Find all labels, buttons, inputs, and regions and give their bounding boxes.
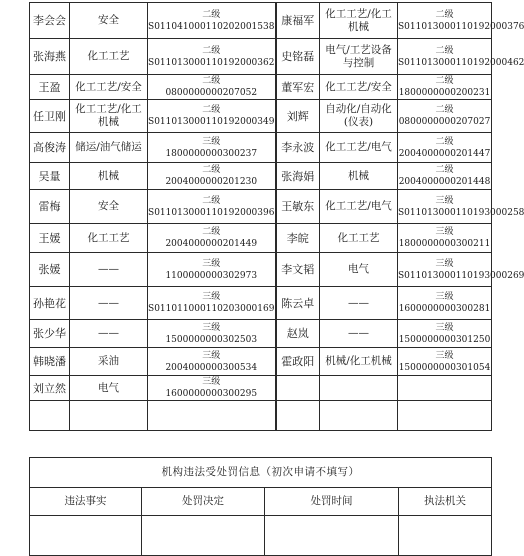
specialty: 安全 [70,3,148,39]
certificate-info [398,401,492,431]
certificate-level: 二级 [435,105,454,115]
certificate-level: 二级 [202,227,221,237]
person-name: 任卫刚 [30,100,70,133]
certificate-info [148,320,276,348]
specialty: 化工工艺/电气 [320,190,398,224]
specialty: 安全 [70,190,148,224]
penalty-time-cell [265,516,399,556]
certificate-level: 二级 [435,165,454,175]
certificate-level: 三级 [435,227,454,237]
personnel-row [30,163,492,190]
person-name: 李永波 [276,133,320,163]
header-violation-facts: 违法事实 [30,488,142,516]
header-enforcement-agency: 执法机关 [399,488,492,516]
header-penalty-decision: 处罚决定 [142,488,265,516]
person-name [276,376,320,401]
person-name: 李会会 [30,3,70,39]
certificate-number: S011013000110192000376 [398,21,524,32]
certificate-info [148,348,276,376]
personnel-row [30,3,492,39]
certificate-number: 2004000000201448 [398,177,491,187]
certificate-number: 0800000000207027 [398,117,491,127]
certificate-level: 三级 [435,350,454,361]
certificate-number: 1800000000300237 [165,148,258,159]
specialty [320,376,398,401]
certificate-info [398,3,524,39]
certificate-info [148,376,276,401]
certificate-info [398,190,524,224]
certificate-number: S011013000110192000362 [148,57,275,68]
certificate-info [398,348,492,376]
certificate-number: 2004000000201447 [398,148,491,159]
person-name: 王盈 [30,75,70,100]
certificate-info [148,287,276,320]
specialty: —— [70,287,148,320]
certificate-info [398,75,492,100]
personnel-row [30,320,492,348]
certificate-level: 二级 [435,76,454,86]
personnel-row [30,75,492,100]
person-name: 史铭磊 [276,39,320,75]
certificate-number: 1100000000302973 [165,270,258,281]
certificate-info [148,75,276,100]
personnel-row [30,287,492,320]
specialty: —— [70,320,148,348]
certificate-level: 二级 [202,165,221,175]
person-name: 刘辉 [276,100,320,133]
certificate-level: 二级 [435,45,454,56]
certificate-info [398,287,492,320]
certificate-info [148,3,276,39]
certificate-level: 二级 [202,195,221,206]
certificate-level: 三级 [435,292,454,302]
certificate-info [398,39,524,75]
certificate-level: 三级 [435,195,454,206]
certificate-level: 三级 [435,258,454,269]
specialty: 机械/化工机械 [320,348,398,376]
specialty: 化工工艺 [70,224,148,253]
certificate-number: S011013000110192000462 [398,57,524,68]
certificate-number: S011041000110202001538 [148,21,275,32]
person-name: 雷梅 [30,190,70,224]
personnel-row [30,253,492,287]
certificate-level: 二级 [202,76,221,86]
specialty: —— [320,320,398,348]
certificate-level: 二级 [435,136,454,147]
certificate-number: S011011000110203000169 [148,304,275,314]
violation-facts-cell [30,516,142,556]
certificate-info [398,376,492,401]
certificate-number: S011013000110193000269 [398,270,524,281]
person-name: 赵岚 [276,320,320,348]
penalty-header-row [30,488,492,516]
specialty: 化工工艺/安全 [320,75,398,100]
person-name: 张少华 [30,320,70,348]
person-name: 刘立然 [30,376,70,401]
certificate-level: 二级 [202,45,221,56]
penalty-section-title: 机构违法受处罚信息（初次申请不填写） [30,458,492,488]
person-name: 李皖 [276,224,320,253]
specialty: 储运/油气储运 [70,133,148,163]
specialty: 电气 [320,253,398,287]
specialty: 化工工艺/化工机械 [70,100,148,133]
certificate-level: 三级 [202,258,221,269]
certificate-number: 1800000000300211 [398,239,491,249]
certificate-number: 0800000000207052 [165,88,258,98]
penalty-blank-row [30,516,492,556]
specialty: 电气 [70,376,148,401]
specialty: —— [70,253,148,287]
certificate-number: 2004000000201449 [165,239,258,249]
personnel-row [30,100,492,133]
specialty [70,401,148,431]
person-name: 高俊涛 [30,133,70,163]
specialty: 电气/工艺设备与控制 [320,39,398,75]
header-penalty-time: 处罚时间 [265,488,399,516]
person-name: 董军宏 [276,75,320,100]
certificate-info [398,224,492,253]
certificate-number: 2004000000201230 [165,177,258,187]
person-name: 张海燕 [30,39,70,75]
specialty: 化工工艺 [320,224,398,253]
person-name: 陈云卓 [276,287,320,320]
certificate-number: 1500000000302503 [165,334,258,345]
certificate-number: S011013000110193000258 [398,207,524,218]
personnel-row [30,190,492,224]
certificate-info [148,39,276,75]
certificate-info [398,100,492,133]
certificate-number: 1500000000301250 [398,334,491,345]
penalty-title-row [30,458,492,488]
specialty: 化工工艺 [70,39,148,75]
certificate-info [398,253,524,287]
certificate-number: 1600000000300295 [165,389,258,399]
certificate-level: 三级 [202,322,221,333]
certificate-number: 2004000000300534 [165,362,258,373]
certificate-number: S011013000110192000349 [148,117,275,127]
person-name: 霍政阳 [276,348,320,376]
certificate-number: S011013000110192000396 [148,207,275,218]
certificate-level: 三级 [202,377,221,387]
certificate-level: 三级 [435,322,454,333]
certificate-level: 三级 [202,292,221,302]
enforcement-agency-cell [399,516,492,556]
person-name: 李文韬 [276,253,320,287]
certificate-info [148,401,276,431]
specialty: 自动化/自动化(仪表) [320,100,398,133]
personnel-row [30,39,492,75]
person-name [30,401,70,431]
certificate-info [148,100,276,133]
specialty [320,401,398,431]
certificate-info [398,163,492,190]
person-name: 王媛 [30,224,70,253]
specialty: 化工工艺/化工机械 [320,3,398,39]
person-name: 孙艳花 [30,287,70,320]
certificate-level: 三级 [202,136,221,147]
person-name: 韩晓潘 [30,348,70,376]
specialty: 化工工艺/电气 [320,133,398,163]
person-name: 王敏东 [276,190,320,224]
certificate-info [148,253,276,287]
personnel-table [29,2,524,431]
certificate-info [148,190,276,224]
penalty-info-table [29,457,492,556]
specialty: —— [320,287,398,320]
certificate-info [398,320,492,348]
certificate-number: 1600000000300281 [398,304,491,314]
personnel-row [30,348,492,376]
penalty-decision-cell [142,516,265,556]
personnel-row [30,224,492,253]
person-name: 张海娟 [276,163,320,190]
personnel-row [30,376,492,401]
certificate-info [148,224,276,253]
specialty: 机械 [320,163,398,190]
certificate-info [148,133,276,163]
certificate-level: 二级 [202,9,221,20]
person-name: 张媛 [30,253,70,287]
certificate-level: 三级 [202,350,221,361]
specialty: 化工工艺/安全 [70,75,148,100]
certificate-level: 二级 [202,105,221,115]
certificate-number: 1800000000200231 [398,88,491,98]
certificate-info [398,133,492,163]
person-name [276,401,320,431]
certificate-info [148,163,276,190]
person-name: 康福军 [276,3,320,39]
personnel-row [30,133,492,163]
person-name: 吴量 [30,163,70,190]
certificate-number: 1500000000301054 [398,362,491,373]
specialty: 采油 [70,348,148,376]
certificate-level: 二级 [435,9,454,20]
specialty: 机械 [70,163,148,190]
personnel-row [30,401,492,431]
